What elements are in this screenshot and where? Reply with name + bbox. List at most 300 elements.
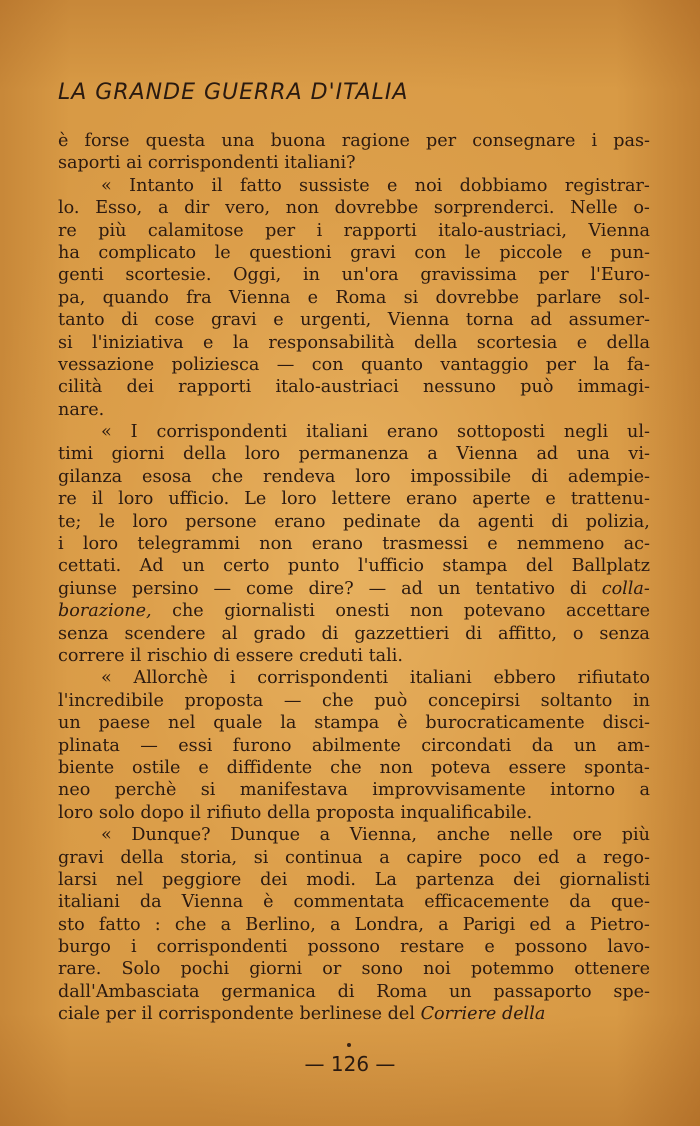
word: stampa	[442, 556, 508, 577]
word: il	[189, 802, 201, 823]
word: rare.	[58, 959, 102, 980]
word: dovrebbe	[435, 287, 520, 308]
word: ul-	[627, 422, 650, 443]
text-line	[58, 511, 650, 533]
word: e	[307, 287, 319, 308]
word: è	[397, 713, 408, 734]
word: a	[379, 847, 390, 868]
word: giunse	[58, 578, 117, 599]
word: da	[438, 511, 461, 532]
word: rapporti	[178, 377, 252, 398]
word: «	[101, 668, 112, 689]
word: può	[520, 377, 554, 398]
word: re	[58, 220, 77, 241]
word: larsi	[58, 869, 98, 890]
word: re	[58, 489, 77, 510]
word: fra	[186, 287, 212, 308]
word: or	[322, 959, 342, 980]
text-line	[58, 891, 650, 913]
word: saporti	[58, 153, 121, 174]
word: diffidente	[226, 757, 313, 778]
text-line	[58, 376, 650, 398]
word: telegrammi	[137, 534, 241, 555]
word: più	[621, 825, 650, 846]
word: impossibile	[410, 466, 512, 487]
word: correre	[58, 645, 125, 666]
word: dovrebbe	[334, 198, 419, 219]
word: scortesie.	[125, 265, 212, 286]
word: agenti	[477, 511, 534, 532]
word: tentativo	[475, 578, 555, 599]
word: ufficio.	[168, 489, 230, 510]
word: inqualificabile.	[400, 802, 533, 823]
word: erano	[406, 489, 458, 510]
word: —	[213, 578, 232, 599]
word: lo.	[58, 198, 80, 219]
page-number: — 126 —	[304, 1052, 396, 1076]
word: lavo-	[607, 937, 650, 958]
word: essi	[178, 735, 213, 756]
word: a	[220, 914, 232, 935]
word: non	[409, 601, 444, 622]
word: rischio	[147, 645, 208, 666]
word: concepirsi	[428, 690, 520, 711]
word: possono	[514, 937, 588, 958]
word: :	[154, 914, 161, 935]
word: si	[403, 287, 419, 308]
word: l'incredibile	[58, 690, 164, 711]
word: persone	[185, 511, 257, 532]
word: forse	[84, 131, 130, 151]
word: i	[130, 937, 137, 958]
word: il	[130, 645, 142, 666]
word: ad	[401, 578, 423, 599]
word: burgo	[58, 937, 111, 958]
word: Vienna	[387, 310, 450, 331]
word: manifestava	[239, 780, 348, 801]
word: modi.	[306, 869, 356, 890]
word: vero,	[225, 198, 271, 219]
body-text	[58, 130, 650, 1026]
word: gravi	[58, 847, 104, 868]
word: un	[437, 578, 461, 599]
word: ac-	[623, 534, 650, 555]
word: scendere	[124, 623, 206, 644]
ink-dot	[347, 1043, 351, 1047]
word: a	[157, 198, 169, 219]
word: è	[58, 131, 69, 151]
text-line	[58, 735, 650, 757]
word: non	[379, 757, 413, 778]
word: gravi	[350, 242, 396, 263]
word: certo	[223, 556, 270, 577]
word: Oggi,	[233, 265, 282, 286]
word: italo-austriaci,	[438, 220, 568, 241]
word: le	[464, 242, 481, 263]
word: continua	[285, 847, 363, 868]
text-line	[58, 712, 650, 734]
word: la	[232, 332, 249, 353]
word: giornalisti	[224, 601, 315, 622]
word: può	[374, 690, 408, 711]
word: nelle	[509, 825, 554, 846]
word: nessuno	[422, 377, 497, 398]
word: proposta	[184, 690, 264, 711]
word: essere	[508, 757, 567, 778]
word: sottoposti	[457, 422, 545, 443]
word: sorprenderci.	[433, 198, 555, 219]
word: ha	[58, 242, 80, 263]
word: a	[427, 444, 438, 465]
word: nare.	[58, 399, 105, 420]
word: erano	[311, 534, 364, 555]
word: creduti	[299, 645, 363, 666]
word: ciale	[58, 1004, 101, 1025]
word: stampa	[314, 713, 380, 734]
word: con	[414, 242, 447, 263]
word: colla-	[601, 578, 650, 599]
text-line	[58, 152, 650, 174]
word: poco	[478, 847, 522, 868]
word: della	[413, 332, 458, 353]
word: nel	[115, 869, 144, 890]
word: «	[101, 422, 112, 443]
word: ottenere	[574, 959, 650, 980]
word: trasmessi	[382, 534, 469, 555]
text-line	[58, 555, 650, 577]
word: circondati	[421, 735, 512, 756]
word: sono	[361, 959, 403, 980]
text-line	[58, 443, 650, 465]
word: adempie-	[567, 466, 650, 487]
word: timi	[58, 444, 94, 465]
word: anche	[436, 825, 490, 846]
word: assumer-	[568, 310, 650, 331]
word: rifiuto	[206, 802, 262, 823]
word: la	[593, 354, 610, 375]
word: che	[330, 757, 362, 778]
word: una	[221, 131, 255, 151]
word: un	[448, 981, 472, 1002]
word: permanenza	[298, 444, 409, 465]
word: cilità	[58, 377, 103, 398]
word: disci-	[602, 713, 650, 734]
text-line	[58, 264, 650, 286]
word: piccole	[499, 242, 563, 263]
word: loro	[355, 466, 391, 487]
word: buona	[270, 131, 326, 151]
word: della	[120, 847, 164, 868]
word: nel	[168, 713, 196, 734]
word: consegnare	[472, 131, 576, 151]
word: la	[280, 713, 297, 734]
word: pochi	[180, 959, 230, 980]
word: che	[172, 601, 204, 622]
word: e	[576, 332, 588, 353]
word: Parigi	[462, 914, 516, 935]
word: di	[569, 578, 587, 599]
text-line	[58, 847, 650, 869]
word: con	[311, 354, 344, 375]
word: per	[545, 354, 576, 375]
word: —	[276, 354, 295, 375]
word: non	[285, 198, 319, 219]
text-line	[58, 130, 650, 152]
word: Nelle	[570, 198, 618, 219]
word: di	[551, 511, 569, 532]
word: biente	[58, 757, 115, 778]
word: più	[98, 220, 127, 241]
text-line	[58, 779, 650, 801]
word: polizia,	[585, 511, 650, 532]
word: e	[484, 937, 495, 958]
word: si	[58, 332, 73, 353]
word: a	[576, 847, 587, 868]
word: loro	[244, 444, 281, 465]
word: del	[387, 1004, 415, 1025]
word: Vienna	[456, 444, 518, 465]
word: da	[531, 735, 554, 756]
word: e	[203, 332, 214, 353]
word: vessazione	[58, 354, 155, 375]
word: le	[214, 242, 231, 263]
word: italiani	[58, 892, 120, 913]
word: pas-	[613, 131, 650, 151]
word: rifiutato	[577, 668, 650, 689]
word: partenza	[415, 869, 495, 890]
word: Solo	[121, 959, 161, 980]
word: questioni	[249, 242, 332, 263]
word: passaporto	[493, 981, 592, 1002]
word: efficacemente	[424, 892, 550, 913]
word: al	[221, 623, 238, 644]
word: dall'Ambasciata	[58, 981, 200, 1002]
word: punto	[287, 556, 340, 577]
text-line	[58, 914, 650, 936]
text-line	[58, 466, 650, 488]
word: furono	[232, 735, 292, 756]
text-line	[58, 309, 650, 331]
word: Ballplatz	[571, 556, 650, 577]
word: sto	[58, 914, 85, 935]
word: vantaggio	[440, 354, 529, 375]
word: un	[58, 713, 81, 734]
word: ebbero	[493, 668, 556, 689]
word: il	[211, 175, 223, 196]
word: urgenti,	[300, 310, 372, 331]
word: Roma	[335, 287, 387, 308]
text-line	[58, 869, 650, 891]
word: di	[465, 623, 483, 644]
text-line	[58, 645, 650, 667]
word: di	[121, 310, 138, 331]
word: que-	[610, 892, 650, 913]
word: per	[426, 131, 457, 151]
word: l'ufficio	[357, 556, 424, 577]
text-line	[58, 981, 650, 1003]
word: ad	[536, 444, 559, 465]
word: una	[576, 444, 610, 465]
word: senza	[58, 623, 109, 644]
word: ed	[537, 847, 560, 868]
word: aperte	[472, 489, 531, 510]
text-line	[58, 354, 650, 376]
word: improvvisamente	[372, 780, 526, 801]
word: registrar-	[564, 175, 650, 196]
word: le	[98, 511, 115, 532]
word: abilmente	[311, 735, 401, 756]
word: genti	[58, 265, 104, 286]
word: affitto,	[497, 623, 557, 644]
word: responsabilità	[268, 332, 395, 353]
word: dobbiamo	[459, 175, 548, 196]
word: loro	[132, 511, 168, 532]
word: ad	[530, 310, 553, 331]
word: storia,	[180, 847, 238, 868]
word: che	[211, 466, 244, 487]
word: loro	[118, 489, 154, 510]
text-line	[58, 667, 650, 689]
text-line	[58, 488, 650, 510]
text-line	[58, 332, 650, 354]
word: dei	[260, 869, 288, 890]
word: nemmeno	[516, 534, 605, 555]
word: intorno	[550, 780, 616, 801]
word: Esso,	[95, 198, 143, 219]
word: erano	[274, 511, 326, 532]
word: è	[263, 892, 274, 913]
text-line	[58, 421, 650, 443]
word: trattenu-	[570, 489, 650, 510]
word: a	[565, 914, 576, 935]
word: i	[316, 220, 323, 241]
word: Intanto	[129, 175, 194, 196]
word: corrispondenti	[147, 153, 279, 174]
word: rego-	[603, 847, 650, 868]
word: il	[141, 1004, 153, 1025]
word: a	[319, 825, 331, 846]
word: calamitose	[147, 220, 244, 241]
word: a	[329, 914, 341, 935]
word: scortesia	[476, 332, 558, 353]
word: che	[174, 914, 207, 935]
word: e	[273, 310, 284, 331]
text-line	[58, 578, 650, 600]
word: ed	[529, 914, 552, 935]
word: come	[246, 578, 294, 599]
word: fa-	[626, 354, 650, 375]
word: Ad	[139, 556, 164, 577]
text-line	[58, 287, 650, 309]
word: ai	[126, 153, 143, 174]
word: noi	[423, 959, 451, 980]
text-line	[58, 623, 650, 645]
word: quando	[102, 287, 169, 308]
word: giornalisti	[559, 869, 650, 890]
word: i	[58, 534, 64, 555]
word: plinata	[58, 735, 120, 756]
word: e	[581, 242, 592, 263]
word: o-	[633, 198, 650, 219]
word: Vienna	[588, 220, 650, 241]
word: potevano	[463, 601, 546, 622]
word: che	[322, 690, 354, 711]
word: loro	[82, 534, 119, 555]
word: proposta	[316, 802, 395, 823]
word: «	[101, 175, 112, 196]
word: un'ora	[341, 265, 399, 286]
word: fatto	[98, 914, 141, 935]
text-line	[58, 220, 650, 242]
word: rendeva	[263, 466, 336, 487]
word: della	[501, 1004, 546, 1025]
running-title: LA GRANDE GUERRA D'ITALIA	[58, 80, 409, 105]
word: quanto	[360, 354, 424, 375]
word: e	[487, 534, 498, 555]
word: negli	[563, 422, 609, 443]
word: berlinese	[299, 1004, 383, 1025]
word: dopo	[140, 802, 185, 823]
word: «	[101, 825, 112, 846]
word: l'Euro-	[590, 265, 650, 286]
word: senza	[599, 623, 650, 644]
word: italiani?	[284, 153, 356, 174]
word: di	[337, 981, 355, 1002]
word: italo-austriaci	[275, 377, 399, 398]
word: in	[633, 690, 650, 711]
word: sol-	[618, 287, 650, 308]
word: te;	[58, 511, 82, 532]
word: Vienna	[181, 892, 244, 913]
word: loro	[281, 489, 317, 510]
word: Le	[244, 489, 267, 510]
word: corrispondenti	[156, 937, 288, 958]
word: cose	[154, 310, 195, 331]
word: loro	[58, 802, 94, 823]
word: esosa	[142, 466, 192, 487]
word: della	[182, 444, 227, 465]
word: Pietro-	[589, 914, 650, 935]
word: Corriere	[420, 1004, 497, 1025]
word: da	[569, 892, 591, 913]
word: a	[438, 914, 449, 935]
text-line	[58, 824, 650, 846]
word: perchè	[114, 780, 177, 801]
word: am-	[616, 735, 650, 756]
text-line	[58, 175, 650, 197]
word: potemmo	[470, 959, 555, 980]
word: gravi	[210, 310, 257, 331]
word: restare	[400, 937, 465, 958]
word: borazione,	[58, 601, 152, 622]
word: ore	[572, 825, 603, 846]
word: paese	[98, 713, 151, 734]
word: a	[639, 780, 650, 801]
word: sussiste	[299, 175, 370, 196]
word: l'iniziativa	[92, 332, 184, 353]
word: Dunque?	[131, 825, 211, 846]
word: corrispondente	[158, 1004, 294, 1025]
word: torna	[465, 310, 514, 331]
word: per	[538, 265, 569, 286]
word: Dunque	[230, 825, 301, 846]
word: Allorchè	[133, 668, 209, 689]
word: del	[525, 556, 554, 577]
word: Londra,	[354, 914, 424, 935]
word: in	[302, 265, 320, 286]
text-line	[58, 802, 650, 824]
word: di	[213, 645, 231, 666]
